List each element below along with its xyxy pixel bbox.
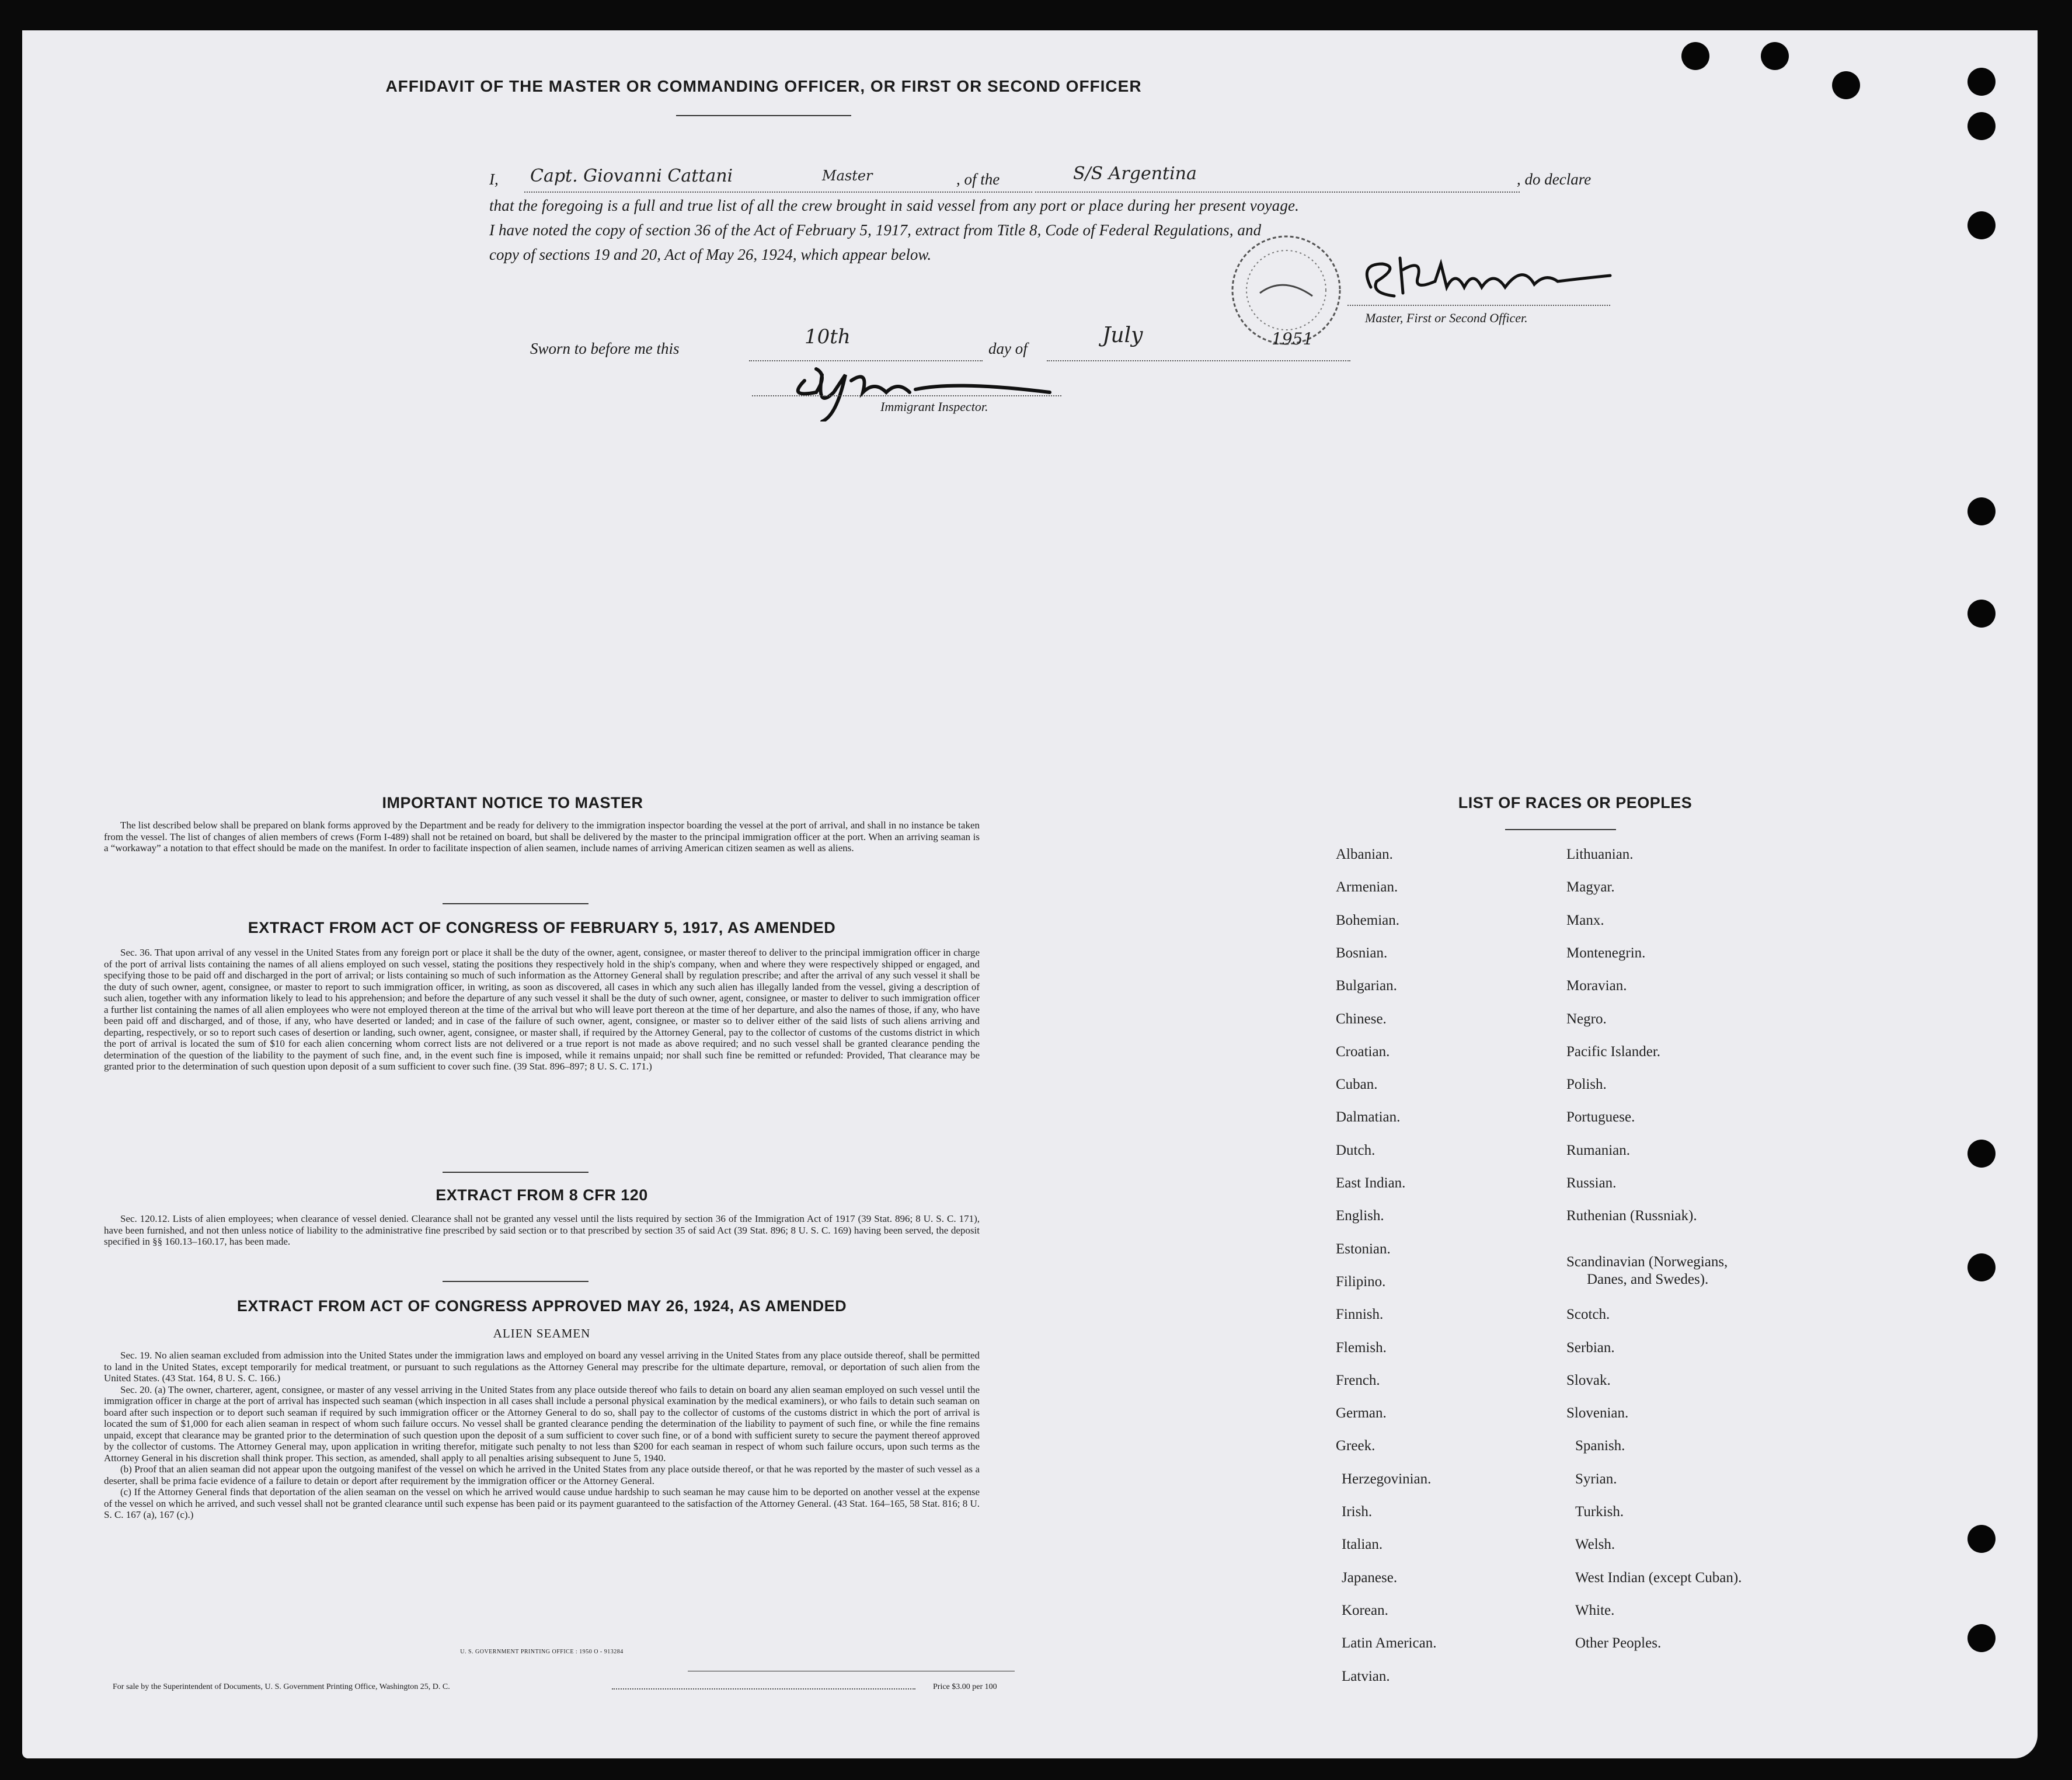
affidavit-title: AFFIDAVIT OF THE MASTER OR COMMANDING OFFICER, OR FIRST OR SECOND OFFICER	[385, 77, 1142, 95]
inspector-signature-caption: Immigrant Inspector.	[880, 399, 988, 414]
divider	[676, 115, 851, 116]
form-sheet	[22, 30, 2038, 1758]
race-item: Latvian.	[1342, 1668, 1390, 1684]
handwritten-master-name: Capt. Giovanni Cattani	[530, 166, 733, 186]
race-item: Dalmatian.	[1336, 1109, 1401, 1126]
master-signature	[1347, 246, 1622, 311]
inspector-signature-line	[752, 395, 1061, 396]
race-item: Turkish.	[1575, 1504, 1624, 1520]
extract-1917-text: Sec. 36. That upon arrival of any vessel in the United States from any foreign port or place it shall be the duty of the owner, agent, consignee, or master thereof to deliver to the principal immigration officer in charge of the port of arrival lists containing the names of all aliens employed on such vessel, stating the positions they respectively hold in the ship's company, when and where they were respectively shipped or engaged, and specifying those to be paid off and discharged in the port of arrival; or lists containing so much of such information as the Attorney General shall by regulation prescribe; and after the arrival of any such vessel it shall be the duty of such owner, agent, consignee, or master to report to such immigration officer, in writing, as soon as discovered, all cases in which any such alien has illegally landed from the vessel, giving a description of such alien, together with any information likely to lead to his apprehension; and before the departure of any such vessel it shall be the duty of such owner, agent, consignee, or master to deliver to such immigration officer a further list containing the names of all alien employees who were not employed thereon at the time of the arrival but who will leave port thereon at the time of her departure, and also the names of those, if any, who have been paid off and discharged, and of those, if any, who have deserted or landed; and in case of the failure of such owner, agent, consignee, or master so to deliver either of the said lists of such aliens arriving and departing, respectively, or so to report such cases of desertion or landing, such owner, agent, consignee, or master shall, if required by the Attorney General, pay to the collector of customs of the customs district in which the port of arrival is located the sum of $10 for each alien concerning whom correct lists are not delivered or a true report is not made as above required; and no such vessel shall be granted clearance pending the determination of the question of the liability to the payment of such fine, and, in the event such fine is imposed, while it remains unpaid; nor shall such fine be remitted or refunded: Provided, That clearance may be granted prior to the determination of such question upon deposit of a sum sufficient to cover such fine. (39 Stat. 896–897; 8 U. S. C. 171.)	[104, 947, 980, 1072]
sec-19-text: Sec. 19. No alien seaman excluded from admission into the United States under the immigration laws and employed on board any vessel arriving in the United States from any place outside thereof, shall be permitted to land in the United States, except temporarily for medical treatment, or pursuant to such regulations as the Attorney General may prescribe for the ultimate departure, removal, or deportation of such alien from the United States. (43 Stat. 164, 8 U. S. C. 166.)	[104, 1350, 980, 1384]
punch-hole	[1967, 1624, 1996, 1652]
race-item: Montenegrin.	[1566, 945, 1646, 961]
punch-hole	[1681, 42, 1709, 70]
day-of-text: day of	[988, 340, 1028, 357]
footer-dots	[612, 1688, 915, 1690]
race-item: German.	[1336, 1405, 1387, 1422]
race-item: Chinese.	[1336, 1011, 1387, 1027]
race-item: Bosnian.	[1336, 945, 1388, 961]
race-item: Flemish.	[1336, 1339, 1387, 1356]
affidavit-line-2: that the foregoing is a full and true list of all the crew brought in said vessel from any port or place during her present voyage.	[489, 197, 1300, 214]
race-item: Syrian.	[1575, 1471, 1617, 1487]
races-heading: LIST OF RACES OR PEOPLES	[1458, 794, 1693, 811]
line1-prefix: I,	[489, 170, 499, 188]
punch-hole	[1967, 1525, 1996, 1553]
month-fill-line	[1047, 360, 1350, 361]
race-item: Danes, and Swedes).	[1587, 1272, 1709, 1288]
affidavit-line-4: copy of sections 19 and 20, Act of May 26, 1924, which appear below.	[489, 246, 932, 263]
race-item: Manx.	[1566, 912, 1604, 928]
divider	[1505, 829, 1616, 830]
extract-cfr-heading: EXTRACT FROM 8 CFR 120	[436, 1186, 648, 1204]
punch-hole	[1967, 1140, 1996, 1168]
race-item: Lithuanian.	[1566, 847, 1634, 862]
race-item: Armenian.	[1336, 879, 1398, 896]
race-item: Irish.	[1342, 1504, 1373, 1520]
race-item: Moravian.	[1566, 978, 1627, 994]
punch-hole	[1967, 211, 1996, 239]
affidavit-line-1	[489, 170, 499, 189]
race-item: Japanese.	[1342, 1569, 1398, 1586]
race-item: Greek.	[1336, 1438, 1375, 1454]
race-item: Herzegovinian.	[1342, 1471, 1432, 1487]
master-signature-caption: Master, First or Second Officer.	[1365, 311, 1528, 325]
master-signature-line	[1347, 305, 1610, 306]
divider	[443, 1281, 588, 1282]
extract-cfr-text: Sec. 120.12. Lists of alien employees; when clearance of vessel denied. Clearance shall not be granted any vessel until the lists required by section 36 of the Immigration Act of 1917 (39 Stat. 896; 8 U. S. C. 171), have been furnished, and not then unless notice of liability to the administrative fine prescribed by said section or to that prescribed by section 35 of said Act (39 Stat. 896; 8 U. S. C. 169) having been served, the deposit specified in §§ 160.13–160.17, has been made.	[104, 1213, 980, 1247]
do-declare-text: , do declare	[1517, 170, 1592, 188]
race-item: Serbian.	[1566, 1339, 1615, 1356]
race-item: Estonian.	[1336, 1241, 1391, 1257]
punch-hole	[1967, 112, 1996, 140]
race-item: Albanian.	[1336, 847, 1393, 862]
footer-sale-notice: For sale by the Superintendent of Documents, U. S. Government Printing Office, Washington 25, D. C.	[113, 1683, 450, 1691]
race-item: Welsh.	[1575, 1537, 1615, 1553]
race-item: Russian.	[1566, 1175, 1617, 1191]
sworn-prefix: Sworn to before me this	[530, 340, 680, 357]
race-item: English.	[1336, 1208, 1384, 1224]
printing-office-line: U. S. GOVERNMENT PRINTING OFFICE : 1950 O - 913284	[460, 1649, 624, 1655]
race-item: Italian.	[1342, 1537, 1383, 1553]
of-the-text: , of the	[956, 170, 1000, 188]
notice-heading: IMPORTANT NOTICE TO MASTER	[382, 794, 643, 811]
punch-hole	[1967, 68, 1996, 96]
race-item: Scotch.	[1566, 1307, 1610, 1323]
race-item: Bulgarian.	[1336, 978, 1397, 994]
punch-hole	[1967, 600, 1996, 628]
race-item: Dutch.	[1336, 1142, 1375, 1158]
race-item: French.	[1336, 1372, 1380, 1388]
extract-1924-heading: EXTRACT FROM ACT OF CONGRESS APPROVED MAY 26, 1924, AS AMENDED	[236, 1297, 847, 1315]
name-fill-line	[524, 191, 1032, 193]
race-item: White.	[1575, 1602, 1615, 1618]
punch-hole	[1832, 71, 1860, 99]
race-item: Negro.	[1566, 1011, 1607, 1027]
extract-1924-text	[104, 1350, 980, 1521]
notice-text: The list described below shall be prepared on blank forms approved by the Department and be ready for delivery to the immigration inspector boarding the vessel at the port of arrival, and shall in no instance be taken from the vessel. The list of changes of alien members of crews (Form I-489) shall not be retained on board, but shall be delivered by the master to the principal immigration officer at the port. When an arriving seaman is a “workaway” a notation to that effect should be made on the manifest. In order to facilitate inspection of alien seamen, include names of arriving American citizen seamen as well as aliens.	[104, 820, 980, 854]
race-item: Scandinavian (Norwegians,	[1566, 1254, 1728, 1270]
vessel-fill-line	[1035, 191, 1520, 193]
race-item: East Indian.	[1336, 1175, 1406, 1191]
handwritten-role: Master	[822, 168, 873, 184]
extract-1917-heading: EXTRACT FROM ACT OF CONGRESS OF FEBRUARY 5, 1917, AS AMENDED	[248, 919, 836, 936]
sec-20a-text: Sec. 20. (a) The owner, charterer, agent, consignee, or master of any vessel arriving in the United States from any place outside thereof who fails to detain on board any alien seaman employed on such vessel until the immigration officer in charge at the port of arrival has inspected such seaman (which inspection in all cases shall include a personal physical examination by the medical examiners), or who fails to detain such seaman on board after such inspection or to deport such seaman if required by such immigration officer or the Attorney General to do so, shall pay to the collector of customs of the customs district in which the port of arrival is located the sum of $1,000 for each alien seaman in respect of whom such failure occurs. No vessel shall be granted clearance pending the determination of the liability to payment of such fine, or while the fine remains unpaid, except that clearance may be granted prior to the determination of such question upon the deposit of a sum sufficient to cover such fine, or of a bond with sufficient surety to secure the payment thereof approved by the collector of customs. The Attorney General may, upon application in writing therefor, mitigate such penalty to not less than $200 for each seaman in respect of whom such failure occurs, upon such terms as the Attorney General in his discretion shall think proper. This section, as amended, shall apply to all penalties arising subsequent to June 5, 1940.	[104, 1384, 980, 1464]
race-item: Filipino.	[1336, 1273, 1386, 1290]
handwritten-month: July	[1102, 323, 1143, 347]
race-item: Cuban.	[1336, 1077, 1378, 1093]
race-item: Polish.	[1566, 1077, 1607, 1093]
race-item: Slovenian.	[1566, 1405, 1629, 1422]
race-item: West Indian (except Cuban).	[1575, 1569, 1742, 1586]
handwritten-vessel-name: S/S Argentina	[1073, 163, 1197, 184]
race-item: Rumanian.	[1566, 1142, 1631, 1158]
race-item: Other Peoples.	[1575, 1635, 1662, 1652]
race-item: Bohemian.	[1336, 912, 1400, 928]
footer-price: Price $3.00 per 100	[933, 1683, 997, 1691]
divider	[443, 1172, 588, 1173]
race-item: Latin American.	[1342, 1635, 1437, 1652]
race-item: Finnish.	[1336, 1307, 1384, 1323]
sec-20c-text: (c) If the Attorney General finds that deportation of the alien seaman on the vessel on which he arrived would cause undue hardship to such seaman he may cause him to be deported on another vessel at the expense of the vessel on which he arrived, and such vessel shall not be granted clearance until such expense has been paid or its payment guaranteed to the satisfaction of the Attorney General. (43 Stat. 164–165, 58 Stat. 816; 8 U. S. C. 167 (a), 167 (c).)	[104, 1486, 980, 1520]
punch-hole	[1967, 497, 1996, 525]
sec-20b-text: (b) Proof that an alien seaman did not appear upon the outgoing manifest of the vessel on which he arrived in the United States from any place outside thereof, or that he was reported by the master of such vessel as a deserter, shall be prima facie evidence of a failure to detain or deport after requirement by the immigration officer or the Attorney General.	[104, 1464, 980, 1486]
divider	[443, 903, 588, 904]
race-item: Spanish.	[1575, 1438, 1625, 1454]
alien-seamen-subheading: ALIEN SEAMEN	[493, 1326, 591, 1340]
race-item: Portuguese.	[1566, 1109, 1635, 1126]
race-item: Croatian.	[1336, 1043, 1390, 1060]
race-item: Ruthenian (Russniak).	[1566, 1208, 1697, 1224]
affidavit-line-3: I have noted the copy of section 36 of the Act of February 5, 1917, extract from Title 8, Code of Federal Regulations, and	[489, 221, 1262, 239]
punch-hole	[1967, 1253, 1996, 1281]
race-item: Slovak.	[1566, 1372, 1611, 1388]
handwritten-day: 10th	[805, 325, 851, 349]
race-item: Korean.	[1342, 1602, 1388, 1618]
race-item: Magyar.	[1566, 879, 1615, 896]
punch-hole	[1761, 42, 1789, 70]
race-item: Pacific Islander.	[1566, 1043, 1661, 1060]
handwritten-year: 1951	[1272, 329, 1314, 349]
